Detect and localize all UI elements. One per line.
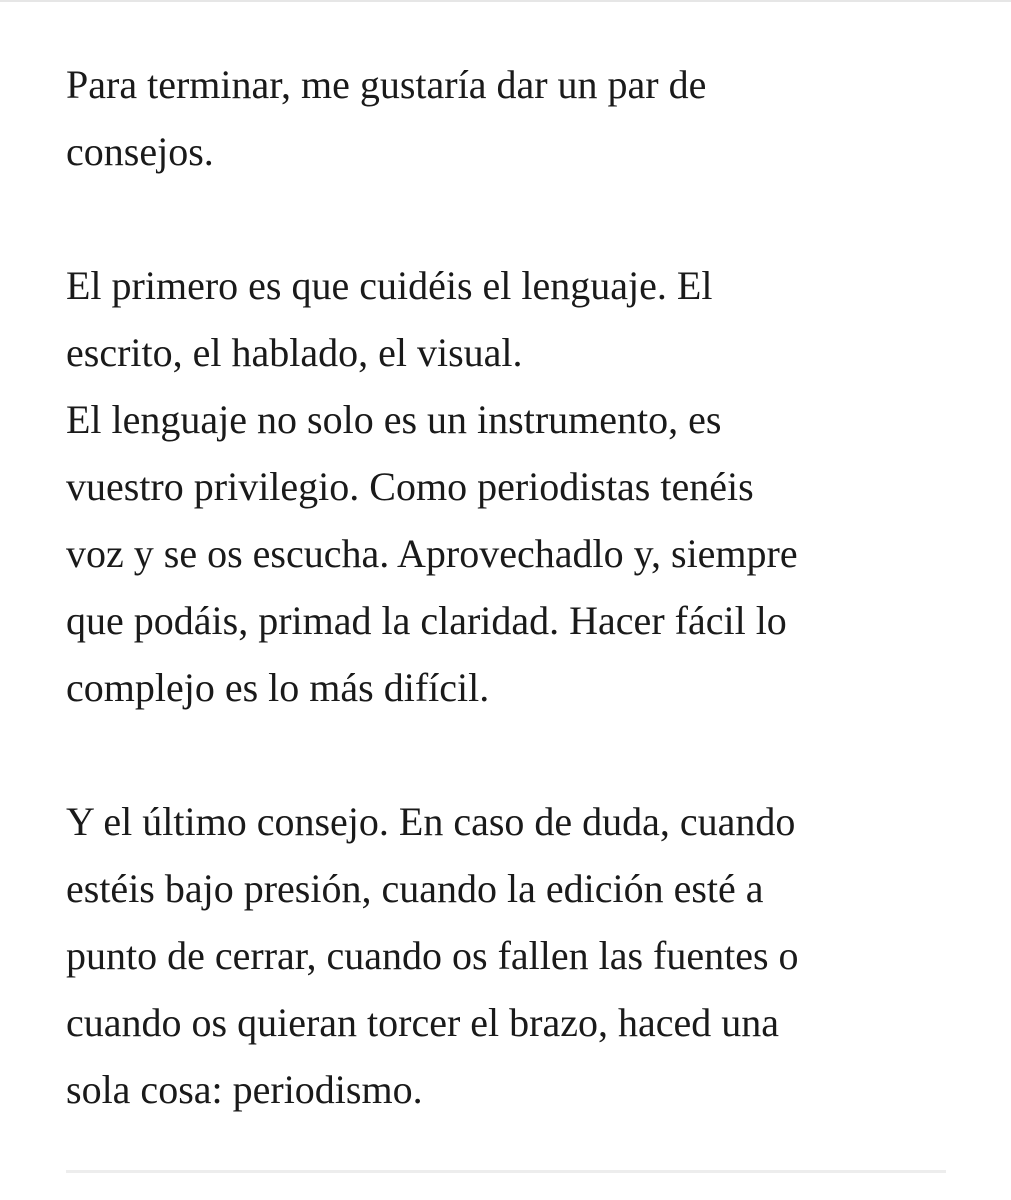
text-line: Para terminar, me gustaría dar un par de	[66, 62, 707, 107]
paragraph-language-privilege	[66, 386, 956, 721]
text-line: Y el último consejo. En caso de duda, cuando	[66, 799, 796, 844]
text-line: que podáis, primad la claridad. Hacer fácil lo	[66, 598, 787, 643]
text-line: El lenguaje no solo es un instrumento, es	[66, 397, 722, 442]
paragraph-first-advice	[66, 252, 956, 386]
text-line: vuestro privilegio. Como periodistas tenéis	[66, 464, 754, 509]
paragraph-closing-intro	[66, 51, 956, 185]
bottom-divider	[66, 1170, 946, 1173]
top-divider	[0, 0, 1011, 2]
text-line: consejos.	[66, 129, 214, 174]
text-line: sola cosa: periodismo.	[66, 1067, 423, 1112]
paragraph-last-advice	[66, 788, 956, 1123]
text-line: punto de cerrar, cuando os fallen las fuentes o	[66, 933, 799, 978]
article-body	[66, 51, 956, 1123]
text-line: escrito, el hablado, el visual.	[66, 330, 523, 375]
text-line: cuando os quieran torcer el brazo, haced una	[66, 1000, 779, 1045]
text-line: estéis bajo presión, cuando la edición esté a	[66, 866, 764, 911]
text-line: El primero es que cuidéis el lenguaje. El	[66, 263, 713, 308]
text-line: complejo es lo más difícil.	[66, 665, 490, 710]
text-line: voz y se os escucha. Aprovechadlo y, siempre	[66, 531, 798, 576]
